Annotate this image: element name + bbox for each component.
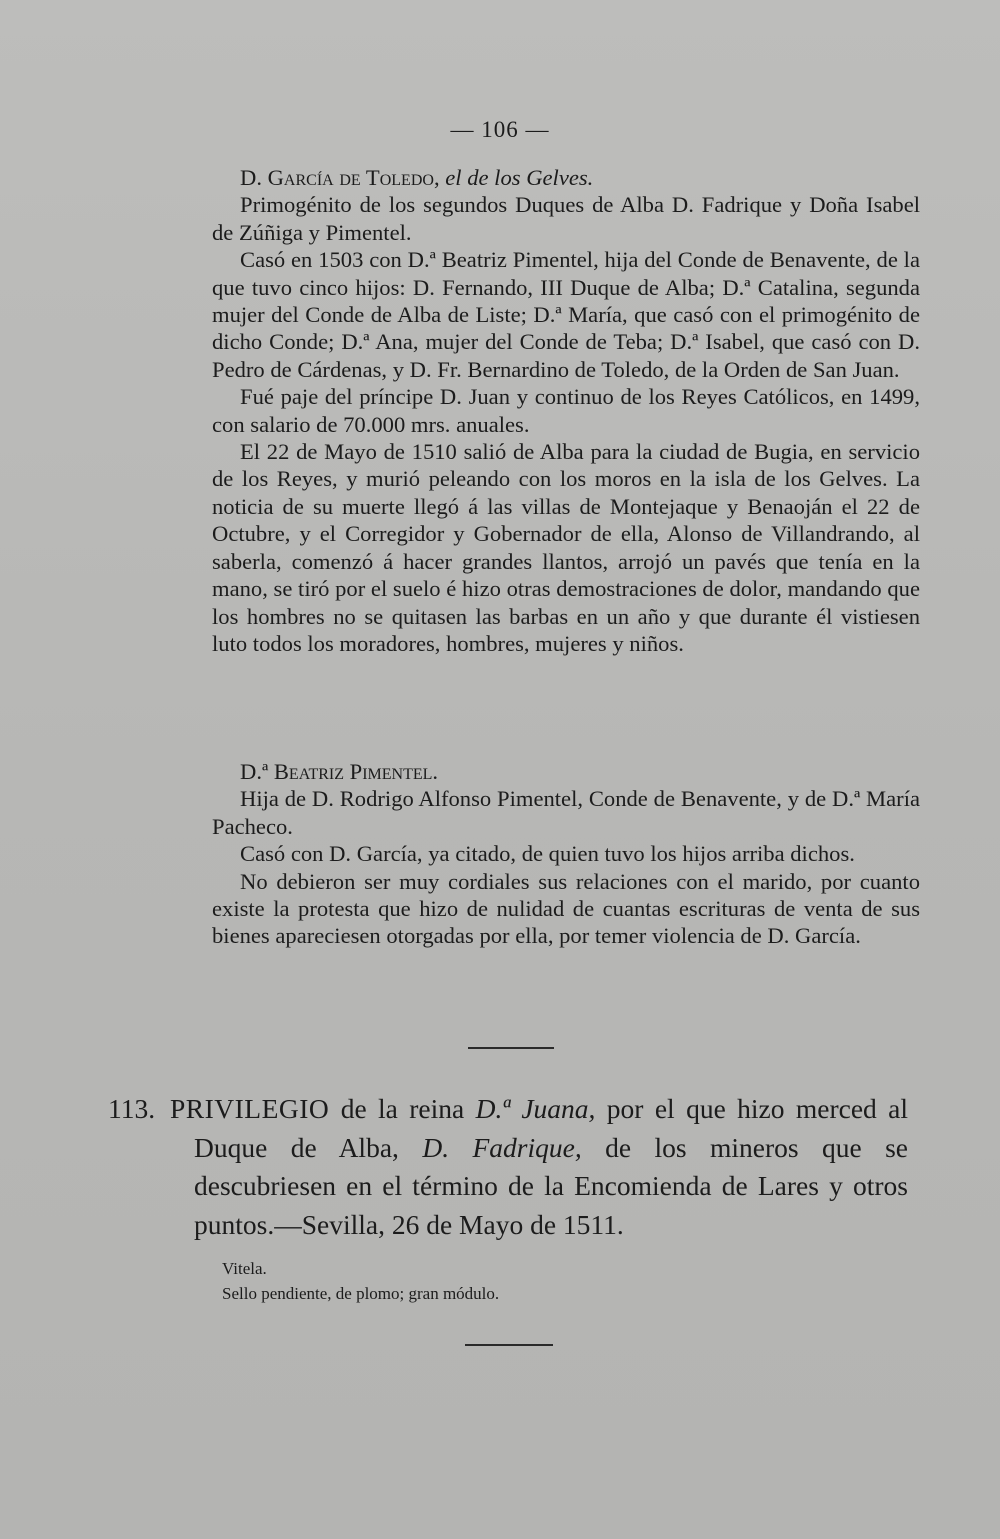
note-material: Vitela. (222, 1259, 267, 1278)
paragraph: Fué paje del príncipe D. Juan y continuo de los Reyes Católicos, en 1499, con salario de 70.000 mrs. anuales. (212, 384, 920, 437)
heading-name: D. García de Toledo, (240, 165, 440, 190)
note-seal: Sello pendiente, de plomo; gran módulo. (222, 1284, 500, 1303)
entry-text-part: de la reina (340, 1093, 465, 1124)
section-heading (212, 164, 920, 191)
paragraph: Casó en 1503 con D.ª Beatriz Pimentel, hija del Conde de Benavente, de la que tuvo cinco hijos: D. Fernando, III Duque de Alba; D.ª Catalina, segunda mujer del Conde de Alba de Liste; D.ª María, que casó con el primogénito de dicho Conde; D.ª Ana, mujer del Conde de Teba; D.ª Isabel, que casó con D. Pedro de Cárdenas, y D. Fr. Bernardino de Toledo, de la Orden de San Juan. (212, 247, 920, 382)
paragraph: Hija de D. Rodrigo Alfonso Pimentel, Conde de Benavente, y de D.ª María Pacheco. (212, 786, 920, 839)
entry-first-line (108, 1090, 908, 1244)
section-heading: D.ª Beatriz Pimentel. (240, 759, 439, 784)
entry-text-part: de los mineros que se descubriesen en el término de la Encomienda de Lares y otros puntos.—Sevilla, 26 de Mayo de 1511. (194, 1131, 909, 1240)
entry-text-part: por el que hizo merced al Duque de Alba, (194, 1093, 909, 1163)
paragraph: Casó con D. García, ya citado, de quien tuvo los hijos arriba dichos. (240, 841, 855, 867)
section-garcia-de-toledo (212, 164, 920, 657)
paragraph: El 22 de Mayo de 1510 salió de Alba para la ciudad de Bugia, en servicio de los Reyes, y murió peleando con los moros en la isla de los Gelves. La noticia de su muerte llegó á las villas de Montejaque y Benaoján el 22 de Octubre, y el Corregidor y Gobernador de ella, Alonso de Villandrando, al saberla, comenzó á hacer grandes llantos, arrojó un pavés que tenía en la mano, se tiró por el suelo é hizo otras demostraciones de dolor, mandando que los hombres no se quitasen las barbas en un año y que durante él vistiesen luto todos los moradores, hombres, mujeres y niños. (212, 439, 920, 656)
entry-name: D. Fadrique, (422, 1131, 582, 1163)
section-beatriz-pimentel (212, 758, 920, 950)
paragraph: No debieron ser muy cordiales sus relaciones con el marido, por cuanto existe la protesta que hizo de nulidad de cuantas escrituras de venta de sus bienes apareciesen otorgadas por ella, por temer violencia de D. García. (212, 868, 920, 949)
heading-epithet: el de los Gelves. (445, 165, 594, 190)
end-divider (465, 1344, 553, 1346)
entry-title: PRIVILEGIO (170, 1093, 330, 1124)
page-number: — 106 — (450, 117, 550, 142)
entry-notes (222, 1256, 722, 1306)
entry-name: D.ª Juana, (475, 1093, 596, 1124)
entry-number: 113. (108, 1093, 156, 1124)
entry-text (108, 1090, 908, 1244)
paragraph: Primogénito de los segundos Duques de Alba D. Fadrique y Doña Isabel de Zúñiga y Pimentel. (212, 192, 920, 245)
catalog-entry (108, 1090, 908, 1244)
section-divider (468, 1047, 554, 1049)
